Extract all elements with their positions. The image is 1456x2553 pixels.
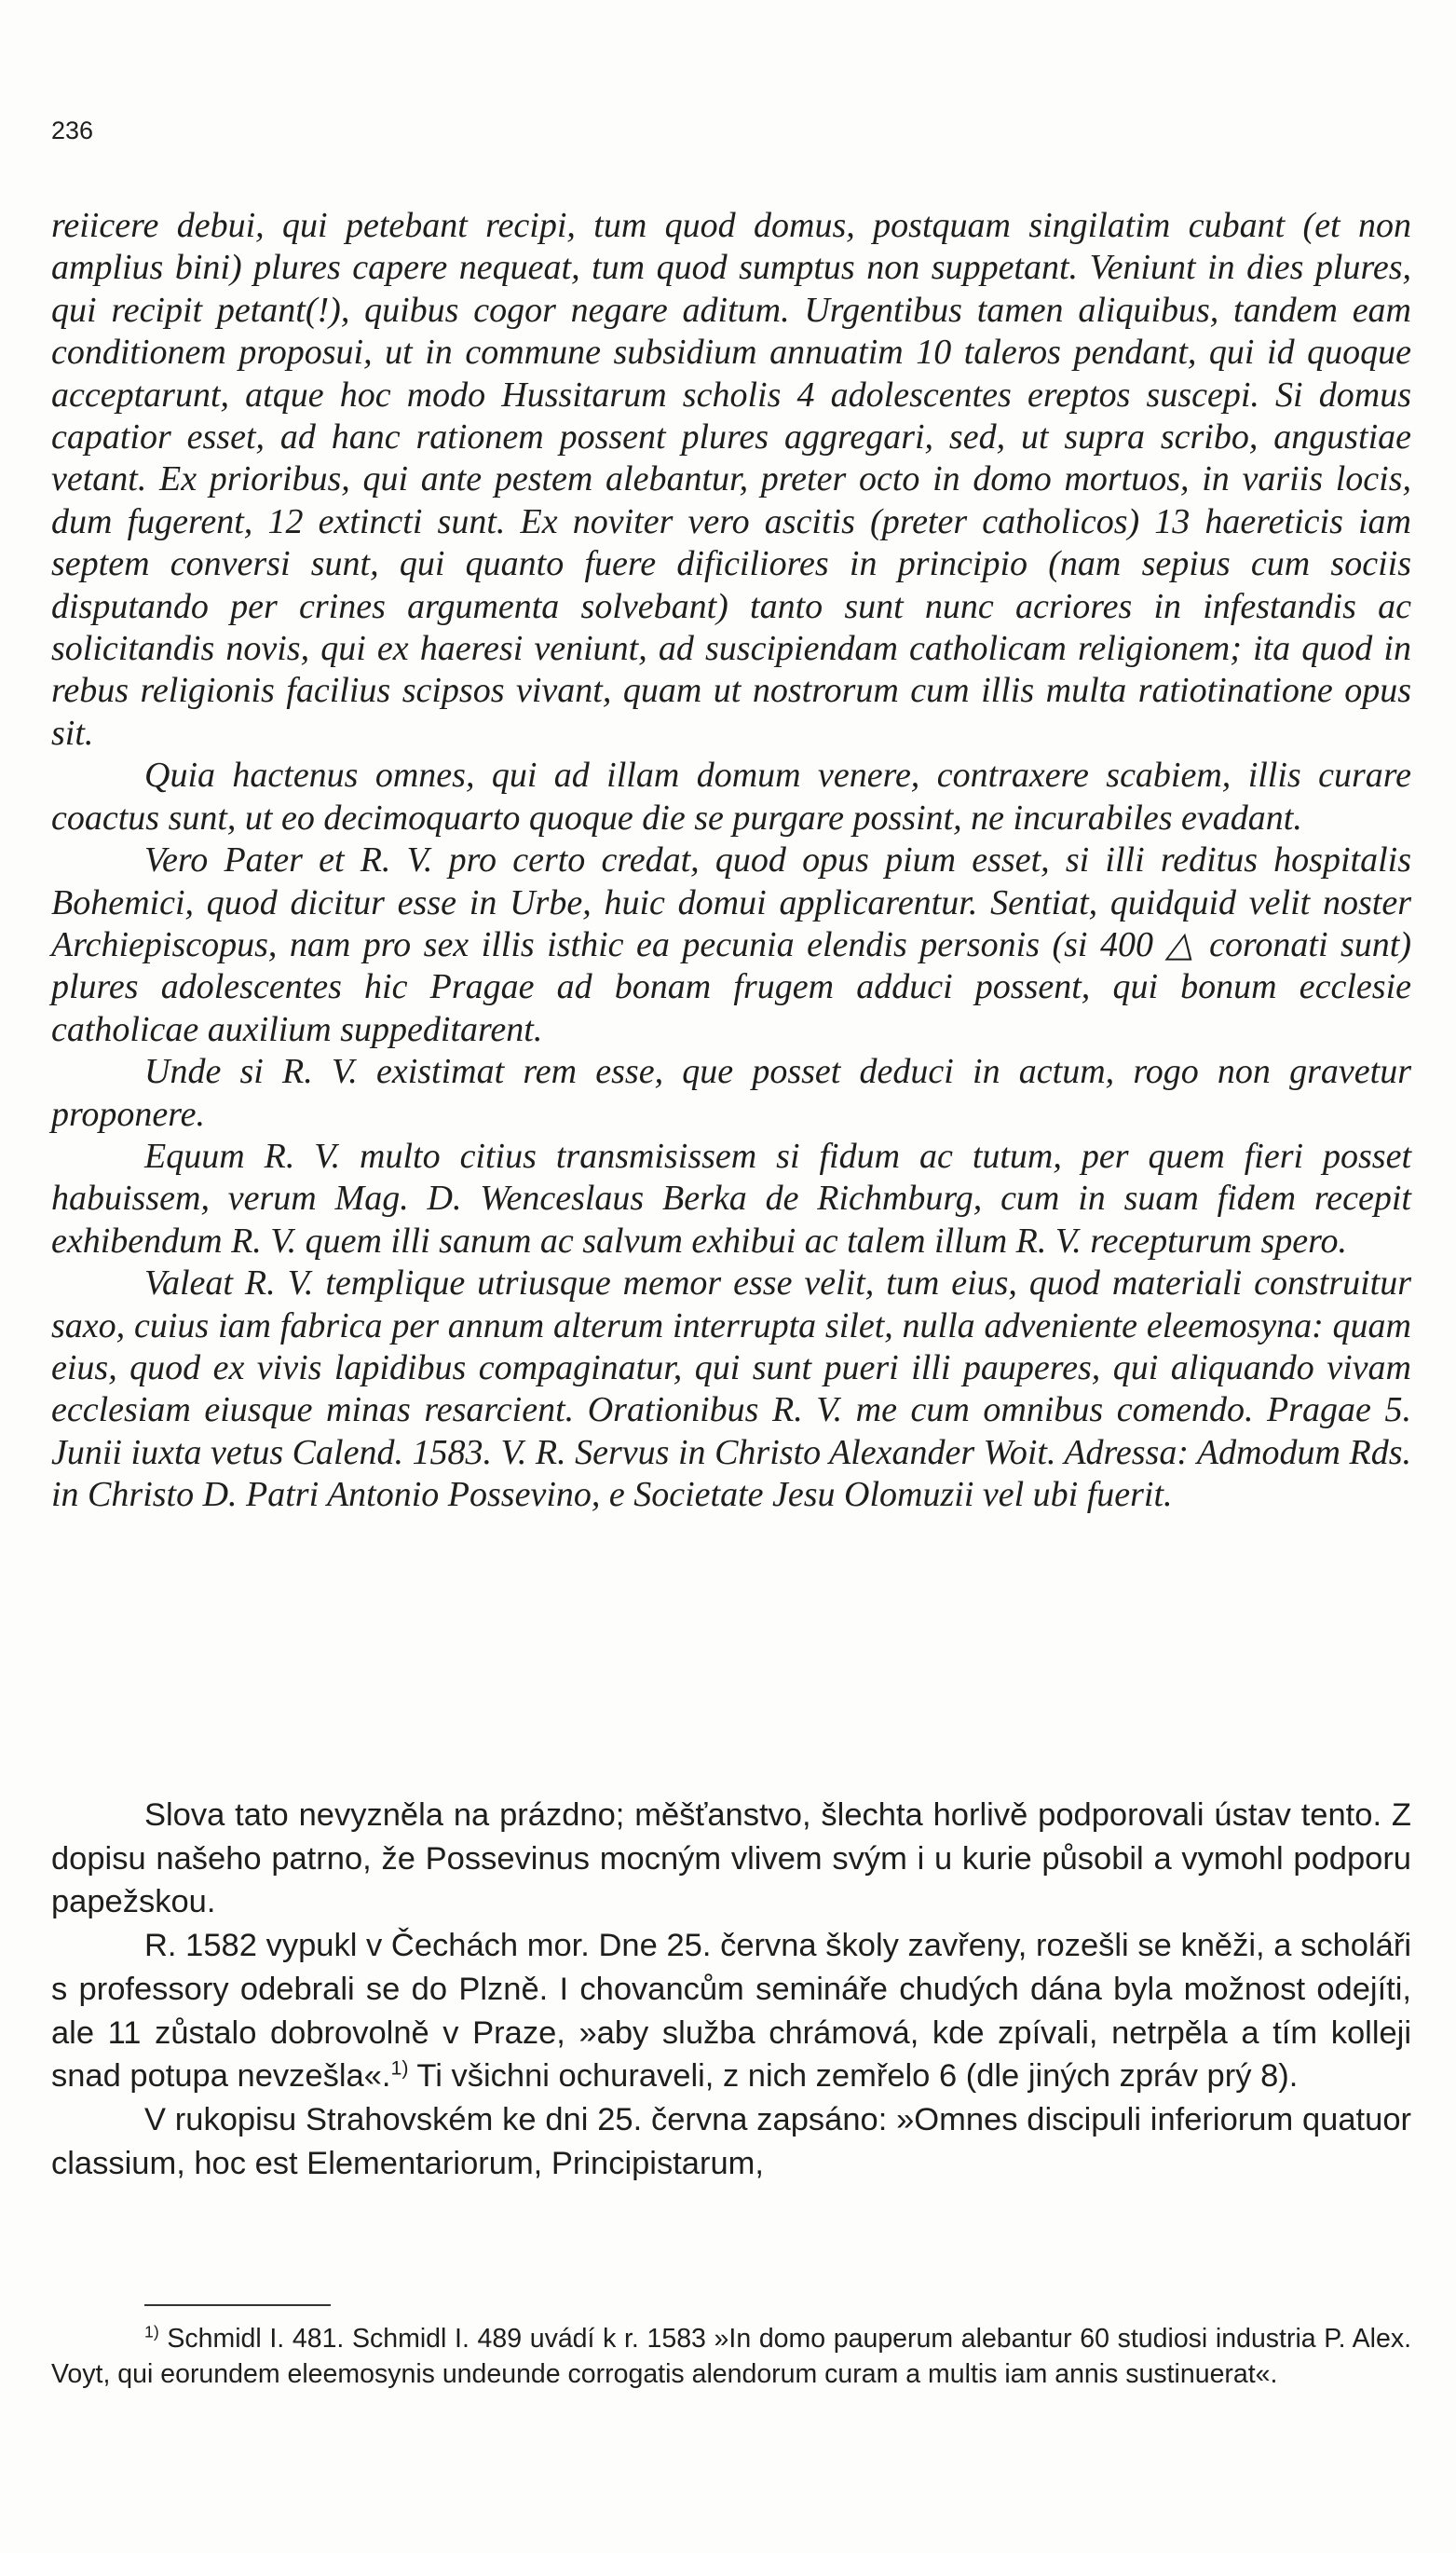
footnote-divider [144,2304,331,2306]
latin-paragraph: Quia hactenus omnes, qui ad illam domum venere, contraxere scabiem, illis curare coactus sunt, ut eo decimoquarto quoque die se purgare possint, ne incurabiles evadant. [51,756,1411,838]
paragraph-text: R. 1582 vypukl v Čechách mor. Dne 25. června školy zavřeny, rozešli se kněži, a scholáři s professory odebrali se do Plzně. I chovancům semináře chudých dána byla možnost odejíti, ale 11 zůstalo dobrovolně v Praze, »aby služba chrámová, kde zpívali, netrpěla a tím kolleji snad potupa nevzešla«. [51,1928,1411,2095]
latin-paragraph: Unde si R. V. existimat rem esse, que posset deduci in actum, rogo non gravetur proponere. [51,1052,1411,1134]
latin-paragraph: reiicere debui, qui petebant recipi, tum quod domus, postquam singilatim cubant (et non amplius bini) plures capere nequeat, tum quod sumptus non suppetant. Veniunt in dies plures, qui recipit petant(!), quibus cogor negare aditum. Urgentibus tamen aliquibus, tandem eam conditionem proposui, ut in commune subsidium annuatim 10 taleros pendant, qui id quoque acceptarunt, atque hoc modo Hussitarum scholis 4 adolescentes ereptos suscepi. Si domus capatior esset, ad hanc rationem possent plures aggregari, sed, ut supra scribo, angustiae vetant. Ex prioribus, qui ante pestem alebantur, preter octo in domo mortuos, in variis locis, dum fugerent, 12 extincti sunt. Ex noviter vero ascitis (preter catholicos) 13 haereticis iam septem conversi sunt, qui quanto fuere dificiliores in principio (nam sepius cum sociis disputando per crines argumenta solvebant) tanto sunt nunc acriores in infestandis ac solicitandis novis, qui ex haeresi veniunt, ad suscipiendam catholicam religionem; ita quod in rebus religionis facilius scipsos vivant, quam ut nostrorum cum illis multa ratiotinatione opus sit. [51,206,1411,753]
page-number: 236 [51,116,94,144]
paragraph-text: Ti všichni ochuraveli, z nich zemřelo 6 (dle jiných zpráv prý 8). [408,2058,1299,2095]
czech-commentary [51,1794,1411,2185]
czech-paragraph: Slova tato nevyzněla na prázdno; měšťanstvo, šlechta horlivě podporovali ústav tento. Z dopisu našeho patrno, že Possevinus mocným vlivem svým i u kurie působil a vymohl podporu papežskou. [51,1797,1411,1920]
latin-paragraph: Valeat R. V. templique utriusque memor esse velit, tum eius, quod materiali construitur saxo, cuius iam fabrica per annum alterum interrupta silet, nulla adveniente eleemosyna: quam eius, quod ex vivis lapidibus compaginatur, qui sunt pueri illi pauperes, qui aliquando vivam ecclesiam eiusque minas resarcient. Orationibus R. V. me cum omnibus comendo. Pragae 5. Junii iuxta vetus Calend. 1583. V. R. Servus in Christo Alexander Woit. Adressa: Admodum Rds. in Christo D. Patri Antonio Possevino, e Societate Jesu Olomuzii vel ubi fuerit. [51,1263,1411,1515]
footnote-reference[interactable]: 1) [390,2056,409,2080]
footnote [51,2321,1411,2392]
latin-paragraph: Equum R. V. multo citius transmisissem si fidum ac tutum, per quem fieri posset habuissem, verum Mag. D. Wenceslaus Berka de Richmburg, cum in suam fidem recepit exhibendum R. V. quem illi sanum ac salvum exhibui ac talem illum R. V. recepturum spero. [51,1136,1411,1261]
footnote-marker: 1) [144,2322,159,2341]
czech-paragraph [51,1924,1411,2098]
czech-paragraph: V rukopisu Strahovském ke dni 25. června zapsáno: »Omnes discipuli inferiorum quatuor classium, hoc est Elementariorum, Principistarum, [51,2101,1411,2181]
latin-paragraph: Vero Pater et R. V. pro certo credat, quod opus pium esset, si illi reditus hospitalis Bohemici, quod dicitur esse in Urbe, huic domui applicarentur. Sentiat, quidquid velit noster Archiepiscopus, nam pro sex illis isthic ea pecunia elendis personis (si 400 △ coronati sunt) plures adolescentes hic Pragae ad bonam frugem adduci possent, qui bonum ecclesie catholicae auxilium suppeditarent. [51,840,1411,1049]
latin-letter [51,205,1411,1517]
footnote-text: Schmidl I. 481. Schmidl I. 489 uvádí k r. 1583 »In domo pauperum alebantur 60 studiosi industria P. Alex. Voyt, qui eorundem eleemosynis undeunde corrogatis alendorum curam a multis iam annis sustinuerat«. [51,2324,1411,2389]
